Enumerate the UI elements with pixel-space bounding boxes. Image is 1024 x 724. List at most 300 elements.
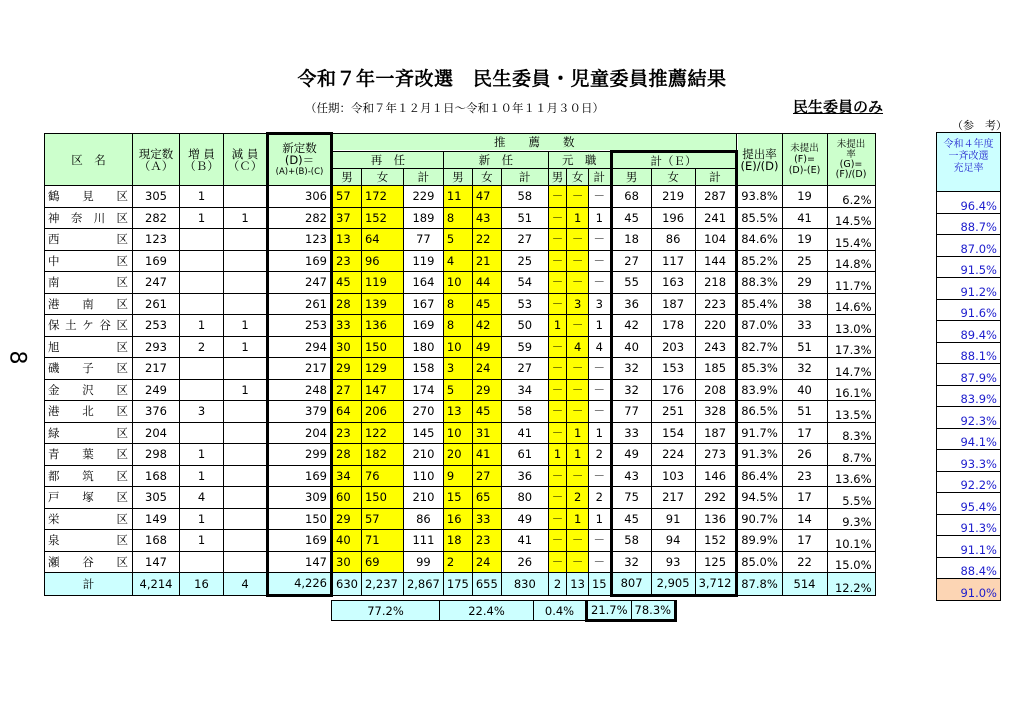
cell-ef: 153 <box>651 358 695 380</box>
cell-fm: － <box>548 422 567 444</box>
page-title: 令和７年一斉改選 民生委員・児童委員推薦結果 <box>297 68 727 90</box>
cell-ward: 磯子区 <box>45 358 133 380</box>
cell-rf: 64 <box>361 229 403 251</box>
reference-cell: 94.1% <box>937 428 1001 450</box>
cell-f: 23 <box>782 465 827 487</box>
cell-rt: 111 <box>403 530 443 552</box>
cell-b <box>180 229 224 251</box>
cell-nm: 15 <box>443 487 472 509</box>
cell-et: 243 <box>695 336 736 358</box>
cell-ff: － <box>567 401 589 423</box>
cell-ef: 219 <box>651 186 695 208</box>
reference-cell: 95.4% <box>937 493 1001 515</box>
cell-nt: 80 <box>501 487 548 509</box>
cell-ward: 西区 <box>45 229 133 251</box>
cell-d: 379 <box>268 401 332 423</box>
table-row <box>45 315 876 337</box>
cell-g: 10.1% <box>827 530 875 552</box>
cell-f: 17 <box>782 422 827 444</box>
cell-nf: 42 <box>472 315 501 337</box>
cell-nf: 45 <box>472 401 501 423</box>
cell-rate: 85.0% <box>736 551 782 573</box>
cell-g: 6.2% <box>827 186 875 208</box>
cell-d: 248 <box>268 379 332 401</box>
header-former: 元 職 <box>548 152 611 169</box>
reference-cell: 88.1% <box>937 342 1001 364</box>
cell-g: 13.0% <box>827 315 875 337</box>
cell-rt: 180 <box>403 336 443 358</box>
cell-f: 40 <box>782 379 827 401</box>
cell-em: 36 <box>611 293 651 315</box>
reference-cell: 87.9% <box>937 364 1001 386</box>
cell-ward: 緑区 <box>45 422 133 444</box>
cell-g: 12.2% <box>827 573 875 596</box>
cell-b: 16 <box>180 573 224 596</box>
cell-b: 1 <box>180 508 224 530</box>
cell-c <box>224 444 268 466</box>
cell-ef: 203 <box>651 336 695 358</box>
reference-cell: 91.6% <box>937 299 1001 321</box>
cell-ward: 神奈川区 <box>45 207 133 229</box>
cell-rm: 57 <box>332 186 362 208</box>
cell-rate: 90.7% <box>736 508 782 530</box>
cell-d: 150 <box>268 508 332 530</box>
reference-cell: 96.4% <box>937 192 1001 214</box>
cell-fm: － <box>548 487 567 509</box>
cell-ft: － <box>588 530 611 552</box>
cell-et: 223 <box>695 293 736 315</box>
cell-et: 185 <box>695 358 736 380</box>
cell-a: 168 <box>133 530 180 552</box>
cell-ef: 178 <box>651 315 695 337</box>
cell-nt: 51 <box>501 207 548 229</box>
cell-nf: 31 <box>472 422 501 444</box>
cell-c <box>224 358 268 380</box>
cell-f: 19 <box>782 229 827 251</box>
cell-nm: 20 <box>443 444 472 466</box>
cell-rm: 23 <box>332 250 362 272</box>
table-row <box>45 229 876 251</box>
cell-b <box>180 358 224 380</box>
cell-nm: 10 <box>443 272 472 294</box>
cell-a: 123 <box>133 229 180 251</box>
table-row <box>45 422 876 444</box>
cell-nf: 22 <box>472 229 501 251</box>
cell-rm: 28 <box>332 444 362 466</box>
cell-f: 25 <box>782 250 827 272</box>
cell-d: 204 <box>268 422 332 444</box>
cell-nt: 36 <box>501 465 548 487</box>
cell-rf: 172 <box>361 186 403 208</box>
cell-ward: 中区 <box>45 250 133 272</box>
cell-rt: 210 <box>403 487 443 509</box>
cell-c <box>224 293 268 315</box>
cell-nm: 175 <box>443 573 472 596</box>
cell-rate: 91.3% <box>736 444 782 466</box>
cell-c <box>224 530 268 552</box>
header-recommended: 推 薦 数 <box>332 134 737 152</box>
cell-ef: 94 <box>651 530 695 552</box>
cell-et: 328 <box>695 401 736 423</box>
cell-rm: 40 <box>332 530 362 552</box>
cell-c <box>224 508 268 530</box>
cell-fm: － <box>548 358 567 380</box>
reference-header: 令和４年度 一斉改選 充足率 <box>937 133 1001 192</box>
cell-d: 169 <box>268 530 332 552</box>
reference-cell: 83.9% <box>937 385 1001 407</box>
table-row <box>45 530 876 552</box>
cell-f: 51 <box>782 336 827 358</box>
cell-d: 261 <box>268 293 332 315</box>
reference-cell: 91.2% <box>937 278 1001 300</box>
cell-rate: 84.6% <box>736 229 782 251</box>
subheader-e-female: 女 <box>651 169 695 186</box>
subheader-r-female: 女 <box>361 169 403 186</box>
cell-ff: 1 <box>567 207 589 229</box>
cell-nt: 41 <box>501 422 548 444</box>
cell-nf: 65 <box>472 487 501 509</box>
cell-nf: 41 <box>472 444 501 466</box>
cell-rf: 2,237 <box>361 573 403 596</box>
cell-b <box>180 551 224 573</box>
cell-nm: 5 <box>443 229 472 251</box>
cell-nm: 8 <box>443 293 472 315</box>
cell-fm: － <box>548 229 567 251</box>
cell-et: 208 <box>695 379 736 401</box>
cell-ft: 1 <box>588 422 611 444</box>
cell-fm: － <box>548 551 567 573</box>
term-period: （任期：令和７年１２月１日～令和１０年１１月３０日） <box>305 101 604 115</box>
cell-a: 305 <box>133 487 180 509</box>
cell-c <box>224 551 268 573</box>
cell-g: 14.5% <box>827 207 875 229</box>
cell-et: 287 <box>695 186 736 208</box>
cell-nf: 23 <box>472 530 501 552</box>
cell-et: 3,712 <box>695 573 736 596</box>
cell-nf: 21 <box>472 250 501 272</box>
cell-rm: 29 <box>332 508 362 530</box>
cell-fm: － <box>548 272 567 294</box>
cell-rm: 630 <box>332 573 362 596</box>
cell-nf: 44 <box>472 272 501 294</box>
cell-em: 58 <box>611 530 651 552</box>
cell-ft: － <box>588 358 611 380</box>
reference-label: （参 考） <box>952 119 1007 132</box>
cell-ff: － <box>567 551 589 573</box>
cell-c: 1 <box>224 315 268 337</box>
cell-ft: 1 <box>588 315 611 337</box>
table-row <box>45 487 876 509</box>
cell-a: 4,214 <box>133 573 180 596</box>
cell-em: 40 <box>611 336 651 358</box>
cell-ff: 3 <box>567 293 589 315</box>
cell-fm: 1 <box>548 444 567 466</box>
subheader-n-female: 女 <box>472 169 501 186</box>
cell-rf: 129 <box>361 358 403 380</box>
cell-rate: 85.3% <box>736 358 782 380</box>
cell-rf: 152 <box>361 207 403 229</box>
cell-et: 220 <box>695 315 736 337</box>
cell-g: 15.4% <box>827 229 875 251</box>
reference-cell: 93.3% <box>937 450 1001 472</box>
cell-ft: 1 <box>588 207 611 229</box>
cell-em: 807 <box>611 573 651 596</box>
cell-em: 49 <box>611 444 651 466</box>
cell-nm: 16 <box>443 508 472 530</box>
cell-ward: 戸塚区 <box>45 487 133 509</box>
cell-nt: 34 <box>501 379 548 401</box>
cell-et: 273 <box>695 444 736 466</box>
cell-ft: 3 <box>588 293 611 315</box>
cell-rm: 29 <box>332 358 362 380</box>
table-row <box>45 551 876 573</box>
cell-c: 1 <box>224 207 268 229</box>
share-former: 0.4% <box>534 601 587 621</box>
cell-ward: 青葉区 <box>45 444 133 466</box>
cell-et: 125 <box>695 551 736 573</box>
cell-ft: － <box>588 229 611 251</box>
cell-em: 33 <box>611 422 651 444</box>
cell-b <box>180 250 224 272</box>
cell-ward: 港南区 <box>45 293 133 315</box>
cell-rf: 150 <box>361 487 403 509</box>
cell-nm: 10 <box>443 422 472 444</box>
cell-rf: 119 <box>361 272 403 294</box>
cell-em: 75 <box>611 487 651 509</box>
cell-ward: 保土ケ谷区 <box>45 315 133 337</box>
cell-d: 169 <box>268 250 332 272</box>
cell-em: 45 <box>611 508 651 530</box>
cell-ef: 217 <box>651 487 695 509</box>
cell-rate: 87.8% <box>736 573 782 596</box>
cell-nf: 45 <box>472 293 501 315</box>
cell-rt: 174 <box>403 379 443 401</box>
cell-et: 218 <box>695 272 736 294</box>
cell-a: 149 <box>133 508 180 530</box>
cell-f: 19 <box>782 186 827 208</box>
cell-ef: 2,905 <box>651 573 695 596</box>
subheader-e-sum: 計 <box>695 169 736 186</box>
table-row <box>45 336 876 358</box>
cell-et: 241 <box>695 207 736 229</box>
cell-ft: 4 <box>588 336 611 358</box>
subheader-r-sum: 計 <box>403 169 443 186</box>
cell-ward: 計 <box>45 573 133 596</box>
cell-ff: 2 <box>567 487 589 509</box>
cell-et: 187 <box>695 422 736 444</box>
cell-rt: 110 <box>403 465 443 487</box>
cell-ff: － <box>567 250 589 272</box>
cell-ff: － <box>567 272 589 294</box>
cell-rf: 71 <box>361 530 403 552</box>
cell-g: 13.6% <box>827 465 875 487</box>
cell-ef: 93 <box>651 551 695 573</box>
cell-ward: 瀬谷区 <box>45 551 133 573</box>
cell-nt: 54 <box>501 272 548 294</box>
cell-b: 1 <box>180 444 224 466</box>
cell-d: 123 <box>268 229 332 251</box>
cell-rate: 83.9% <box>736 379 782 401</box>
cell-rf: 57 <box>361 508 403 530</box>
cell-c <box>224 487 268 509</box>
cell-rf: 182 <box>361 444 403 466</box>
cell-ff: － <box>567 229 589 251</box>
cell-c <box>224 272 268 294</box>
cell-rm: 28 <box>332 293 362 315</box>
cell-f: 51 <box>782 401 827 423</box>
cell-nf: 43 <box>472 207 501 229</box>
cell-c: 1 <box>224 379 268 401</box>
cell-ff: － <box>567 315 589 337</box>
table-row <box>45 293 876 315</box>
cell-rate: 86.5% <box>736 401 782 423</box>
cell-nt: 53 <box>501 293 548 315</box>
cell-a: 298 <box>133 444 180 466</box>
cell-rt: 189 <box>403 207 443 229</box>
cell-b <box>180 422 224 444</box>
cell-ft: － <box>588 401 611 423</box>
cell-fm: － <box>548 207 567 229</box>
cell-rf: 96 <box>361 250 403 272</box>
cell-em: 77 <box>611 401 651 423</box>
cell-b: 1 <box>180 186 224 208</box>
cell-rate: 94.5% <box>736 487 782 509</box>
cell-rt: 270 <box>403 401 443 423</box>
cell-a: 204 <box>133 422 180 444</box>
reference-cell: 87.0% <box>937 235 1001 257</box>
reference-cell: 91.5% <box>937 256 1001 278</box>
cell-rm: 45 <box>332 272 362 294</box>
cell-et: 136 <box>695 508 736 530</box>
table-row <box>45 207 876 229</box>
reference-cell: 91.3% <box>937 514 1001 536</box>
cell-rate: 86.4% <box>736 465 782 487</box>
header-new-fixed-formula: (A)+(B)-(C) <box>275 167 324 177</box>
cell-rt: 145 <box>403 422 443 444</box>
cell-rt: 167 <box>403 293 443 315</box>
cell-a: 305 <box>133 186 180 208</box>
share-male: 21.7% <box>587 601 632 621</box>
cell-nt: 58 <box>501 401 548 423</box>
cell-g: 14.8% <box>827 250 875 272</box>
cell-a: 376 <box>133 401 180 423</box>
cell-rt: 210 <box>403 444 443 466</box>
subtitle: 民生委員のみ <box>793 98 884 116</box>
header-decrease: 減 員 （Ｃ） <box>224 134 268 186</box>
cell-nm: 13 <box>443 401 472 423</box>
cell-rm: 33 <box>332 315 362 337</box>
cell-rate: 93.8% <box>736 186 782 208</box>
cell-rate: 89.9% <box>736 530 782 552</box>
cell-fm: 2 <box>548 573 567 596</box>
cell-d: 282 <box>268 207 332 229</box>
cell-ward: 金沢区 <box>45 379 133 401</box>
cell-et: 152 <box>695 530 736 552</box>
cell-nt: 27 <box>501 358 548 380</box>
cell-ft: 1 <box>588 508 611 530</box>
cell-b <box>180 293 224 315</box>
cell-g: 8.7% <box>827 444 875 466</box>
cell-fm: － <box>548 336 567 358</box>
cell-nf: 47 <box>472 186 501 208</box>
cell-nm: 9 <box>443 465 472 487</box>
cell-c <box>224 250 268 272</box>
cell-f: 26 <box>782 444 827 466</box>
cell-rf: 69 <box>361 551 403 573</box>
cell-nf: 24 <box>472 358 501 380</box>
cell-em: 18 <box>611 229 651 251</box>
share-table <box>331 600 677 622</box>
results-table <box>44 132 876 597</box>
cell-rm: 23 <box>332 422 362 444</box>
cell-f: 14 <box>782 508 827 530</box>
cell-ef: 224 <box>651 444 695 466</box>
cell-a: 282 <box>133 207 180 229</box>
cell-d: 253 <box>268 315 332 337</box>
table-row <box>45 186 876 208</box>
cell-ward: 栄区 <box>45 508 133 530</box>
cell-rt: 99 <box>403 551 443 573</box>
cell-c <box>224 422 268 444</box>
cell-b: 1 <box>180 465 224 487</box>
cell-ft: － <box>588 250 611 272</box>
cell-rf: 136 <box>361 315 403 337</box>
cell-ft: 2 <box>588 444 611 466</box>
cell-g: 14.7% <box>827 358 875 380</box>
cell-f: 17 <box>782 487 827 509</box>
cell-g: 8.3% <box>827 422 875 444</box>
cell-et: 292 <box>695 487 736 509</box>
cell-ff: 1 <box>567 508 589 530</box>
share-reappointed: 77.2% <box>332 601 440 621</box>
cell-rm: 64 <box>332 401 362 423</box>
cell-fm: － <box>548 508 567 530</box>
cell-g: 11.7% <box>827 272 875 294</box>
cell-rate: 85.4% <box>736 293 782 315</box>
cell-rf: 206 <box>361 401 403 423</box>
cell-f: 33 <box>782 315 827 337</box>
cell-nm: 5 <box>443 379 472 401</box>
cell-rf: 76 <box>361 465 403 487</box>
cell-rf: 122 <box>361 422 403 444</box>
reference-total: 91.0% <box>937 579 1001 601</box>
subheader-e-male: 男 <box>611 169 651 186</box>
cell-nf: 29 <box>472 379 501 401</box>
cell-nt: 50 <box>501 315 548 337</box>
cell-ef: 196 <box>651 207 695 229</box>
cell-nt: 49 <box>501 508 548 530</box>
header-new-fixed-label: 新定数 (D)＝ <box>282 141 317 167</box>
cell-rt: 86 <box>403 508 443 530</box>
cell-fm: 1 <box>548 315 567 337</box>
subheader-x-female: 女 <box>567 169 589 186</box>
cell-rf: 147 <box>361 379 403 401</box>
cell-et: 146 <box>695 465 736 487</box>
subheader-n-sum: 計 <box>501 169 548 186</box>
cell-nt: 58 <box>501 186 548 208</box>
cell-fm: － <box>548 186 567 208</box>
cell-d: 294 <box>268 336 332 358</box>
cell-rm: 37 <box>332 207 362 229</box>
reference-table <box>936 132 1001 601</box>
cell-ft: 15 <box>588 573 611 596</box>
cell-g: 9.3% <box>827 508 875 530</box>
cell-fm: － <box>548 379 567 401</box>
cell-nf: 49 <box>472 336 501 358</box>
subheader-r-male: 男 <box>332 169 362 186</box>
cell-g: 15.0% <box>827 551 875 573</box>
cell-ward: 旭区 <box>45 336 133 358</box>
